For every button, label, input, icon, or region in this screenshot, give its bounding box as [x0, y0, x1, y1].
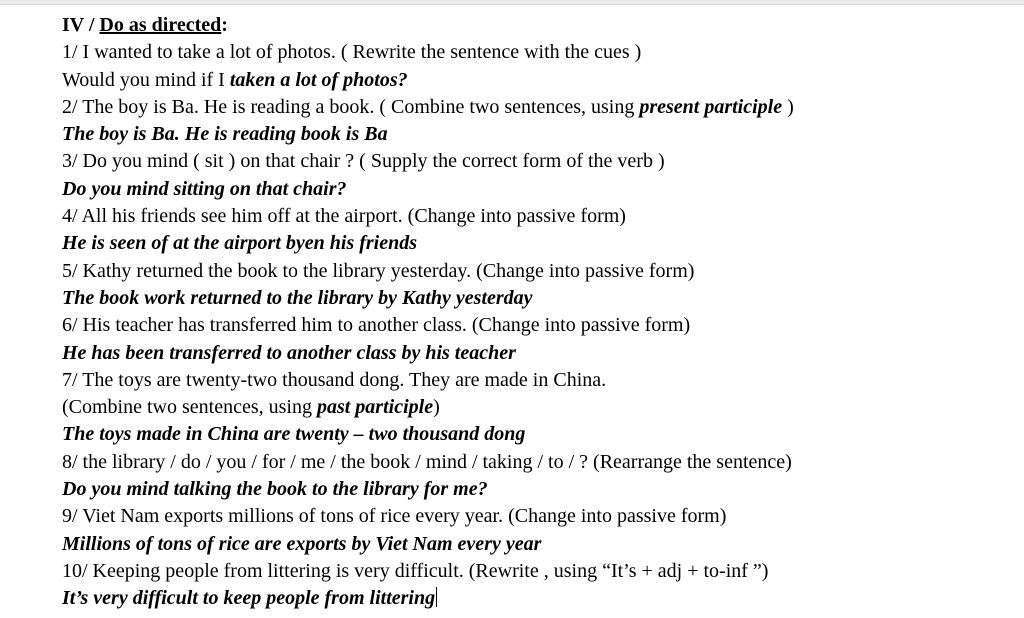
heading-colon: :	[221, 14, 228, 36]
question-7-emphasis: past participle	[316, 396, 434, 419]
question-5: 5/ Kathy returned the book to the library yesterday. (Change into passive form)	[62, 259, 695, 282]
answer-1	[62, 67, 1012, 94]
answer-8: Do you mind talking the book to the library for me?	[62, 478, 488, 501]
question-2	[62, 94, 1012, 121]
question-7: 7/ The toys are twenty-two thousand dong. They are made in China.	[62, 368, 607, 391]
question-7-instruction	[62, 394, 1012, 421]
answer-3: Do you mind sitting on that chair?	[62, 177, 347, 200]
answer-10-text: It’s very difficult to keep people from littering	[62, 587, 436, 610]
question-3: 3/ Do you mind ( sit ) on that chair ? ( Supply the correct form of the verb )	[62, 150, 665, 173]
text-cursor	[436, 587, 437, 607]
question-2-emphasis: present participle	[639, 95, 783, 118]
answer-2: The boy is Ba. He is reading book is Ba	[62, 123, 388, 146]
question-10: 10/ Keeping people from littering is very difficult. (Rewrite , using “It’s + adj + to-inf ”)	[62, 559, 769, 582]
document-body[interactable]	[62, 12, 1012, 613]
answer-4: He is seen of at the airport byen his friends	[62, 232, 418, 255]
answer-1-emphasis: taken a lot of photos?	[229, 68, 408, 91]
question-2-text: 2/ The boy is Ba. He is reading a book. ( Combine two sentences, using	[62, 95, 640, 118]
section-heading	[62, 12, 1012, 39]
heading-number: IV /	[62, 14, 100, 36]
question-4: 4/ All his friends see him off at the airport. (Change into passive form)	[62, 205, 626, 228]
answer-6: He has been transferred to another class by his teacher	[62, 341, 516, 364]
window-top-edge	[0, 0, 1024, 5]
question-7-instruction-end: )	[433, 396, 440, 419]
question-9: 9/ Viet Nam exports millions of tons of rice every year. (Change into passive form)	[62, 505, 727, 528]
question-8: 8/ the library / do / you / for / me / the book / mind / taking / to / ? (Rearrange the sentence)	[62, 450, 792, 473]
question-6: 6/ His teacher has transferred him to another class. (Change into passive form)	[62, 314, 691, 337]
question-1: 1/ I wanted to take a lot of photos. ( Rewrite the sentence with the cues )	[62, 41, 642, 64]
answer-1-prefix: Would you mind if I	[62, 68, 230, 91]
question-7-instruction-text: (Combine two sentences, using	[62, 396, 317, 419]
answer-9: Millions of tons of rice are exports by Viet Nam every year	[62, 532, 542, 555]
answer-7: The toys made in China are twenty – two thousand dong	[62, 423, 526, 446]
question-2-end: )	[782, 95, 794, 118]
heading-title: Do as directed	[99, 14, 222, 36]
answer-10	[62, 585, 1012, 612]
answer-5: The book work returned to the library by Kathy yesterday	[62, 286, 533, 309]
